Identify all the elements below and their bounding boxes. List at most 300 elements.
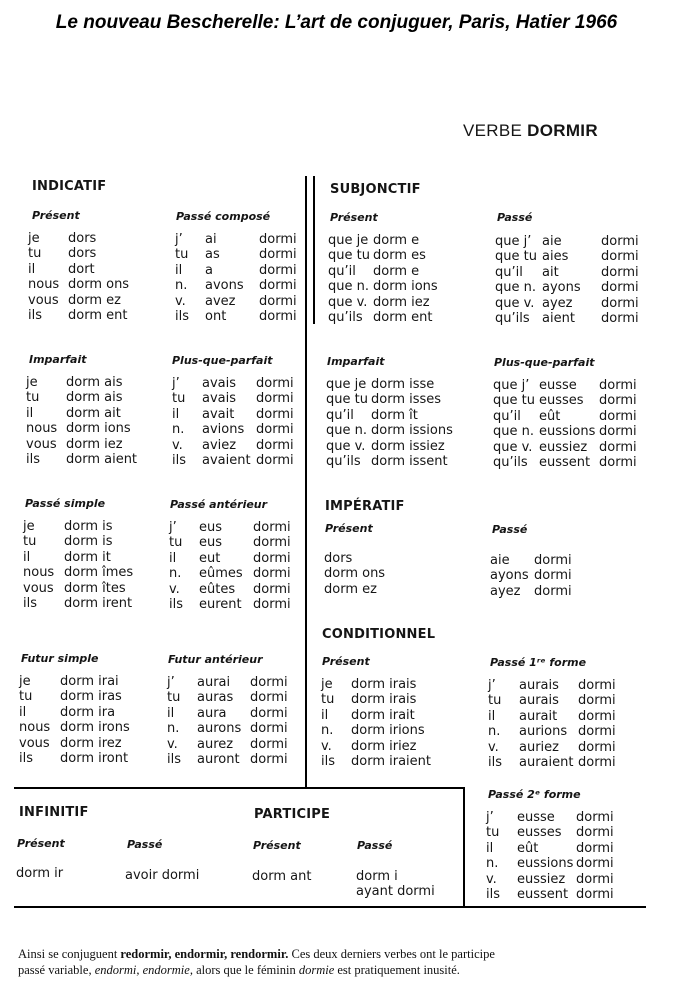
conjugation-row xyxy=(490,553,590,568)
conjugation-participle: dormi xyxy=(250,690,288,706)
conjugation-pronoun: n. xyxy=(172,422,185,438)
conjugation-row xyxy=(321,723,471,738)
conjugation-row xyxy=(169,535,294,550)
conjugation-row xyxy=(486,856,636,871)
conjugation-pronoun: ils xyxy=(175,308,189,324)
conjugation-form: dorm ez xyxy=(68,292,121,308)
conjugation-row xyxy=(172,376,297,391)
conjugation-row xyxy=(28,246,158,261)
tense-label-infinitif-present: Présent xyxy=(17,837,65,850)
conjugation-form: aie xyxy=(542,234,562,249)
conjugation-pronoun: ayez xyxy=(490,583,521,599)
conjugation-pronoun: n. xyxy=(169,566,182,582)
tense-label-participe-passe: Passé xyxy=(357,839,393,852)
conjugation-form: as xyxy=(205,247,220,263)
conjugation-row xyxy=(169,597,294,612)
conjugation-row xyxy=(321,739,471,754)
conjugation-form: eût xyxy=(539,408,561,424)
conjugation-form: dorm iriez xyxy=(351,738,417,754)
conjugation-form: eus xyxy=(199,535,223,551)
conjugation-row xyxy=(175,278,300,293)
conjugation-pronoun: que tu xyxy=(495,249,537,265)
conjugation-pronoun: n. xyxy=(486,856,499,872)
conjugation-row xyxy=(493,409,643,424)
conjugation-pronoun: ils xyxy=(23,595,37,611)
participe-present-value: dorm ant xyxy=(252,869,312,884)
conjugation-row xyxy=(324,551,424,566)
section-indicatif: INDICATIF xyxy=(32,179,107,194)
conjugation-pronoun: qu’ils xyxy=(493,454,528,470)
conjugation-pronoun: il xyxy=(486,840,494,856)
conjugation-row xyxy=(493,424,643,439)
conjugation-pronoun: que j’ xyxy=(493,378,530,393)
conjugation-form: eussiez xyxy=(517,871,566,887)
conjugation-row xyxy=(19,705,149,720)
conjugation-row xyxy=(28,231,158,246)
conjugation-pronoun: que n. xyxy=(328,279,369,295)
conjugation-pronoun: que tu xyxy=(493,393,535,409)
tense-label-infinitif-passe: Passé xyxy=(127,838,163,851)
conditionnel-passe-2 xyxy=(486,810,636,902)
conjugation-participle: dormi xyxy=(256,452,294,468)
conjugation-row xyxy=(175,309,300,324)
conjugation-form: dormi xyxy=(534,568,572,584)
conjugation-participle: dormi xyxy=(250,675,288,690)
conjugation-pronoun: nous xyxy=(19,720,51,736)
conjugation-pronoun: ils xyxy=(28,307,42,323)
conjugation-form: avait xyxy=(202,406,235,422)
conjugation-participle: dormi xyxy=(599,454,637,470)
conjugation-row xyxy=(172,422,297,437)
tense-label-imperatif-passe: Passé xyxy=(492,523,528,536)
conjugation-row xyxy=(28,308,158,323)
tense-label-subjonctif-present: Présent xyxy=(330,211,378,224)
section-infinitif: INFINITIF xyxy=(19,805,89,820)
bottom-rule xyxy=(14,906,646,908)
conjugation-form: eussions xyxy=(539,424,596,440)
conjugation-form: dorm isse xyxy=(371,377,435,392)
conjugation-participle: dormi xyxy=(259,262,297,278)
footnote-line-1 xyxy=(18,946,495,962)
conjugation-pronoun: v. xyxy=(488,739,499,755)
conjugation-row xyxy=(19,674,149,689)
conjugation-row xyxy=(321,677,471,692)
conjugation-form: a xyxy=(205,262,213,278)
conjugation-form: aies xyxy=(542,249,569,265)
conjugation-pronoun: vous xyxy=(23,580,54,596)
conjugation-pronoun: il xyxy=(167,705,175,721)
conjugation-participle: dormi xyxy=(259,308,297,324)
conjugation-row xyxy=(175,294,300,309)
conjugation-row xyxy=(175,247,300,262)
conjugation-row xyxy=(324,566,424,581)
indicatif-imparfait xyxy=(26,375,156,467)
conjugation-pronoun: que n. xyxy=(326,423,367,439)
conjugation-form: dorm is xyxy=(64,519,113,534)
conjugation-participle: dormi xyxy=(576,886,614,902)
conjugation-participle: dormi xyxy=(599,393,637,409)
conjugation-participle: dormi xyxy=(250,751,288,767)
conjugation-pronoun: tu xyxy=(486,825,500,841)
conjugation-row xyxy=(19,736,149,751)
conjugation-pronoun: il xyxy=(28,261,36,277)
conjugation-form: eusse xyxy=(517,810,555,825)
conjugation-row xyxy=(321,708,471,723)
conjugation-row xyxy=(19,751,149,766)
conjugation-pronoun: que tu xyxy=(328,248,370,264)
conjugation-row xyxy=(19,689,149,704)
tense-label-indicatif-plus-que-parfait: Plus-que-parfait xyxy=(172,354,273,367)
conjugation-form: dorm is xyxy=(64,534,113,550)
conjugation-form: aient xyxy=(542,310,575,326)
conjugation-form: dorm e xyxy=(373,233,420,248)
conjugation-pronoun: tu xyxy=(26,390,40,406)
indicatif-passe-compose xyxy=(175,232,300,324)
conjugation-row xyxy=(326,408,476,423)
conjugation-form: ont xyxy=(205,308,227,324)
conjugation-participle: dormi xyxy=(599,408,637,424)
tense-label-indicatif-passe-anterieur: Passé antérieur xyxy=(170,498,268,511)
conjugation-row xyxy=(167,675,292,690)
conjugation-participle: dormi xyxy=(601,249,639,265)
conjugation-pronoun: ils xyxy=(167,751,181,767)
conjugation-pronoun: n. xyxy=(488,724,501,740)
conjugation-row xyxy=(328,295,478,310)
conjugation-pronoun: n. xyxy=(167,721,180,737)
subjonctif-plus-que-parfait xyxy=(493,378,643,470)
conjugation-form: dorm iraient xyxy=(351,753,431,769)
conjugation-participle: dormi xyxy=(601,234,639,249)
conjugation-form: dorm ons xyxy=(68,277,130,293)
conjugation-row xyxy=(23,596,153,611)
indicatif-futur-anterieur xyxy=(167,675,292,767)
section-participe: PARTICIPE xyxy=(254,807,331,822)
conjugation-pronoun: que v. xyxy=(328,294,368,310)
conjugation-pronoun: v. xyxy=(486,871,497,887)
conjugation-form: dorm ais xyxy=(66,375,123,390)
title-verb: DORMIR xyxy=(527,121,598,140)
conjugation-pronoun: nous xyxy=(26,421,58,437)
conjugation-row xyxy=(172,407,297,422)
conjugation-row xyxy=(490,584,590,599)
title-prefix: VERBE xyxy=(463,121,523,140)
conjugation-form: dorm issiez xyxy=(371,438,445,454)
conjugation-form: avions xyxy=(202,422,245,438)
conjugation-pronoun: v. xyxy=(321,738,332,754)
conjugation-pronoun: vous xyxy=(19,735,50,751)
conjugation-form: dorm aient xyxy=(66,451,138,467)
conjugation-form: avais xyxy=(202,376,237,391)
conjugation-form: auraient xyxy=(519,754,574,770)
page-title xyxy=(463,121,598,141)
conditionnel-present xyxy=(321,677,471,769)
conjugation-form: dorm irions xyxy=(351,723,425,739)
conjugation-pronoun: j’ xyxy=(486,810,494,825)
conjugation-pronoun: que je xyxy=(328,233,369,248)
conjugation-form: dorm ît xyxy=(371,407,418,423)
tense-label-subjonctif-passe: Passé xyxy=(497,211,533,224)
conjugation-form: dorm irons xyxy=(60,720,130,736)
conjugation-row xyxy=(486,872,636,887)
conjugation-pronoun: ils xyxy=(486,886,500,902)
footnote xyxy=(18,946,495,978)
conjugation-form: eût xyxy=(517,840,539,856)
conjugation-pronoun: dors xyxy=(324,551,353,566)
subjonctif-vertical-divider xyxy=(313,176,315,324)
footnote-text: passé variable, xyxy=(18,963,95,977)
conjugation-pronoun: tu xyxy=(23,534,37,550)
conjugation-row xyxy=(26,390,156,405)
conjugation-pronoun: qu’il xyxy=(326,407,354,423)
conjugation-form: dorm es xyxy=(373,248,426,264)
conjugation-participle: dormi xyxy=(576,840,614,856)
conjugation-pronoun: il xyxy=(26,405,34,421)
conjugation-row xyxy=(488,709,638,724)
conjugation-participle: dormi xyxy=(250,721,288,737)
conjugation-pronoun: il xyxy=(321,707,329,723)
conjugation-pronoun: ils xyxy=(19,750,33,766)
conjugation-pronoun: aie xyxy=(490,553,510,568)
conjugation-form: dorm irez xyxy=(60,735,122,751)
conjugation-participle: dormi xyxy=(253,566,291,582)
conjugation-pronoun: j’ xyxy=(167,675,175,690)
conjugation-form: dorm issions xyxy=(371,423,453,439)
conjugation-form: eussiez xyxy=(539,439,588,455)
indicatif-futur-simple xyxy=(19,674,149,766)
conjugation-participle: dormi xyxy=(253,550,291,566)
conjugation-pronoun: qu’il xyxy=(493,408,521,424)
conjugation-pronoun: je xyxy=(19,674,31,689)
conjugation-form: aurais xyxy=(519,693,559,709)
tense-label-indicatif-passe-compose: Passé composé xyxy=(176,210,271,223)
conjugation-pronoun: tu xyxy=(321,692,335,708)
tense-label-imperatif-present: Présent xyxy=(325,522,373,535)
conjugation-form: dormi xyxy=(534,553,572,568)
conjugation-row xyxy=(328,279,478,294)
section-imperatif: IMPÉRATIF xyxy=(325,499,405,514)
conjugation-row xyxy=(488,678,638,693)
conjugation-pronoun: tu xyxy=(488,693,502,709)
conjugation-form: dorm ent xyxy=(373,309,433,325)
conjugation-form: dorm irai xyxy=(60,674,119,689)
conjugation-pronoun: il xyxy=(175,262,183,278)
conjugation-pronoun: nous xyxy=(23,565,55,581)
tense-label-indicatif-present: Présent xyxy=(32,209,80,222)
conjugation-pronoun: nous xyxy=(28,277,60,293)
footnote-forms: endormi, endormie, xyxy=(94,963,193,977)
conjugation-pronoun: qu’ils xyxy=(495,310,530,326)
tense-label-subjonctif-imparfait: Imparfait xyxy=(327,355,385,368)
conjugation-row xyxy=(493,440,643,455)
conjugation-form: dorm îtes xyxy=(64,580,126,596)
conjugation-form: aviez xyxy=(202,437,237,453)
conjugation-participle: dormi xyxy=(259,247,297,263)
conjugation-pronoun: je xyxy=(28,231,40,246)
conjugation-form: auront xyxy=(197,751,240,767)
tense-label-subjonctif-plus-que-parfait: Plus-que-parfait xyxy=(494,356,595,369)
conjugation-pronoun: qu’il xyxy=(495,264,523,280)
conjugation-row xyxy=(486,841,636,856)
conjugation-form: aurions xyxy=(519,724,568,740)
conjugation-pronoun: j’ xyxy=(172,376,180,391)
tense-label-indicatif-futur-anterieur: Futur antérieur xyxy=(168,653,263,666)
conjugation-row xyxy=(493,455,643,470)
conjugation-row xyxy=(167,721,292,736)
conjugation-form: eut xyxy=(199,550,221,566)
conjugation-form: eussent xyxy=(539,454,591,470)
conjugation-form: dorm ions xyxy=(373,279,438,295)
conjugation-form: auriez xyxy=(519,739,559,755)
conjugation-form: dorm iez xyxy=(373,294,430,310)
conjugation-row xyxy=(28,262,158,277)
conjugation-pronoun: tu xyxy=(167,690,181,706)
conjugation-form: aurez xyxy=(197,736,234,752)
infinitif-top-rule xyxy=(14,787,465,789)
conjugation-form: dorm ent xyxy=(68,307,128,323)
conjugation-participle: dormi xyxy=(253,535,291,551)
conjugation-pronoun: ils xyxy=(488,754,502,770)
conjugation-participle: dormi xyxy=(601,264,639,280)
conjugation-row xyxy=(169,582,294,597)
conjugation-row xyxy=(488,755,638,770)
conjugation-row xyxy=(326,392,476,407)
conjugation-row xyxy=(23,581,153,596)
conjugation-form: dorm ira xyxy=(60,704,116,720)
conjugation-form: dort xyxy=(68,261,95,277)
conjugation-pronoun: ils xyxy=(169,596,183,612)
conjugation-participle: dormi xyxy=(256,391,294,407)
conjugation-row xyxy=(495,265,645,280)
conjugation-participle: dormi xyxy=(259,278,297,294)
conjugation-row xyxy=(19,720,149,735)
conjugation-row xyxy=(26,437,156,452)
indicatif-passe-simple xyxy=(23,519,153,611)
conjugation-pronoun: tu xyxy=(19,689,33,705)
footnote-text: Ainsi se conjuguent xyxy=(18,947,121,961)
source-caption: Le nouveau Bescherelle: L’art de conjuguer, Paris, Hatier 1966 xyxy=(55,12,618,33)
conjugation-participle: dormi xyxy=(259,293,297,309)
conjugation-pronoun: je xyxy=(26,375,38,390)
conjugation-pronoun: que n. xyxy=(493,424,534,440)
conjugation-pronoun: tu xyxy=(175,247,189,263)
conjugation-form: eûtes xyxy=(199,581,236,597)
conjugation-form: eûmes xyxy=(199,566,243,582)
conjugation-participle: dormi xyxy=(578,693,616,709)
conjugation-pronoun: n. xyxy=(321,723,334,739)
infinitif-passe-value: avoir dormi xyxy=(125,868,200,883)
conjugation-participle: dormi xyxy=(256,437,294,453)
conjugation-row xyxy=(486,887,636,902)
conjugation-form: dors xyxy=(68,231,97,246)
participe-passe-values xyxy=(356,869,435,900)
conjugation-row xyxy=(23,565,153,580)
footnote-text: est pratiquement inusité. xyxy=(334,963,460,977)
conjugation-row xyxy=(172,438,297,453)
conjugation-row xyxy=(326,377,476,392)
tense-label-indicatif-passe-simple: Passé simple xyxy=(25,497,106,510)
conjugation-form: dorm ais xyxy=(66,390,123,406)
conjugation-pronoun: vous xyxy=(28,292,59,308)
conjugation-row xyxy=(328,310,478,325)
conjugation-participle: dormi xyxy=(253,596,291,612)
conjugation-row xyxy=(328,233,478,248)
conjugation-form: auras xyxy=(197,690,234,706)
conjugation-row xyxy=(488,724,638,739)
conjugation-participle: dormi xyxy=(601,280,639,296)
conjugation-row xyxy=(326,439,476,454)
conjugation-participle: dormi xyxy=(576,810,614,825)
conjugation-pronoun: que v. xyxy=(326,438,366,454)
conjugation-form: dorm iront xyxy=(60,750,129,766)
conjugation-pronoun: que je xyxy=(326,377,367,392)
tense-label-conditionnel-present: Présent xyxy=(322,655,370,668)
conjugation-form: dorm e xyxy=(373,263,420,279)
conjugation-row xyxy=(175,263,300,278)
conjugation-row xyxy=(169,566,294,581)
conjugation-pronoun: il xyxy=(488,708,496,724)
conjugation-row xyxy=(321,754,471,769)
conjugation-row xyxy=(167,706,292,721)
imperatif-passe xyxy=(490,553,590,599)
conjugation-pronoun: n. xyxy=(175,278,188,294)
conjugation-row xyxy=(26,406,156,421)
conjugation-participle: dormi xyxy=(256,406,294,422)
section-subjonctif: SUBJONCTIF xyxy=(330,182,421,197)
footnote-verbs: redormir, endormir, rendormir. xyxy=(120,947,289,961)
conjugation-form: eussent xyxy=(517,886,569,902)
conjugation-row xyxy=(23,550,153,565)
conjugation-row xyxy=(172,453,297,468)
conjugation-pronoun: que n. xyxy=(495,280,536,296)
conjugation-form: eusse xyxy=(539,378,577,393)
conjugation-participle: dormi xyxy=(256,376,294,391)
tense-label-indicatif-imparfait: Imparfait xyxy=(29,353,87,366)
conjugation-form: ai xyxy=(205,232,217,247)
conjugation-form: avons xyxy=(205,278,244,294)
tense-label-participe-present: Présent xyxy=(253,839,301,852)
indicatif-passe-anterieur xyxy=(169,520,294,612)
conjugation-form: aurai xyxy=(197,675,231,690)
conjugation-form: avais xyxy=(202,391,237,407)
conjugation-participle: dormi xyxy=(601,310,639,326)
conjugation-participle: dormi xyxy=(578,678,616,693)
conjugation-row xyxy=(175,232,300,247)
conjugation-pronoun: j’ xyxy=(169,520,177,535)
subjonctif-present xyxy=(328,233,478,325)
conjugation-pronoun: je xyxy=(23,519,35,534)
main-vertical-divider xyxy=(305,176,307,788)
conjugation-pronoun: v. xyxy=(167,736,178,752)
conjugation-pronoun: dorm ez xyxy=(324,581,377,597)
conjugation-form: eusses xyxy=(539,393,584,409)
indicatif-plus-que-parfait xyxy=(172,376,297,468)
infinitif-present-value: dorm ir xyxy=(16,866,64,881)
conjugation-participle: dormi xyxy=(599,424,637,440)
conjugation-form: dorm irent xyxy=(64,595,133,611)
conjugation-row xyxy=(167,752,292,767)
conjugation-form: dorm irais xyxy=(351,677,417,692)
conjugation-row xyxy=(495,311,645,326)
conjugation-pronoun: j’ xyxy=(488,678,496,693)
conjugation-participle: dormi xyxy=(253,581,291,597)
participe-passe-line-1: dorm i xyxy=(356,869,398,884)
conjugation-participle: dormi xyxy=(576,825,614,841)
conjugation-pronoun: qu’il xyxy=(328,263,356,279)
conjugation-row xyxy=(488,693,638,708)
conjugation-pronoun: qu’ils xyxy=(326,453,361,469)
conjugation-form: aura xyxy=(197,705,227,721)
conjugation-row xyxy=(493,378,643,393)
